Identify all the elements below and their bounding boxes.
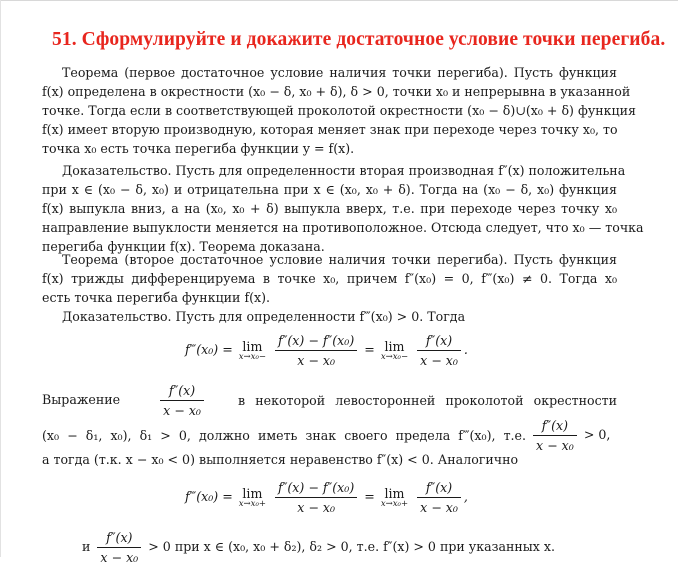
fraction-denominator: x − x₀ bbox=[420, 500, 458, 515]
formula-lhs: f‴(x₀) = bbox=[185, 489, 233, 504]
proof-1-line: направление выпуклости меняется на противоположное. Отсюда следует, что x₀ — точка bbox=[42, 220, 644, 235]
formula-end-punct: , bbox=[463, 489, 468, 504]
fraction bbox=[533, 418, 577, 453]
proof-1-line: Доказательство. Пусть для определенности вторая производная f″(x) положительна bbox=[62, 163, 626, 178]
fraction-numerator: f″(x) bbox=[417, 480, 461, 498]
expression-word: Выражение bbox=[42, 392, 121, 407]
proof-1-line: f(x) выпукла вниз, а на (x₀, x₀ + δ) выпукла вверх, т.е. при переходе через точку x₀ bbox=[42, 201, 617, 216]
limit-operator bbox=[239, 340, 266, 362]
limit-operator bbox=[381, 487, 408, 509]
final-line-text: > 0 при x ∈ (x₀, x₀ + δ₂), δ₂ > 0, т.е. f″(x) > 0 при указанных x. bbox=[148, 539, 555, 554]
proof-1-line: при x ∈ (x₀ − δ, x₀) и отрицательна при x ∈ (x₀, x₀ + δ). Тогда на (x₀ − δ, x₀) функция bbox=[42, 182, 617, 197]
theorem-1-line: точка x₀ есть точка перегиба функции y = f(x). bbox=[42, 141, 355, 156]
lim-subscript: x→x₀+ bbox=[380, 498, 409, 509]
limit-operator bbox=[381, 340, 408, 362]
theorem-2-line: есть точка перегиба функции f(x). bbox=[42, 290, 271, 305]
lim-word: lim bbox=[242, 338, 263, 354]
fraction-numerator: f″(x) − f″(x₀) bbox=[275, 333, 357, 351]
fraction-denominator: x − x₀ bbox=[297, 353, 336, 368]
expression-paragraph-line-1 bbox=[42, 383, 617, 418]
limit-operator bbox=[239, 487, 266, 509]
expression-line-2-end: > 0, bbox=[583, 427, 611, 442]
formula-right-limit bbox=[185, 480, 468, 515]
lim-word: lim bbox=[384, 485, 405, 501]
fraction bbox=[160, 383, 204, 418]
expression-paragraph-line-3: а тогда (т.к. x − x₀ < 0) выполняется неравенство f″(x) < 0. Аналогично bbox=[42, 452, 519, 467]
fraction-numerator: f″(x) bbox=[417, 333, 461, 351]
theorem-2-line: Теорема (второе достаточное условие наличия точки перегиба). Пусть функция bbox=[62, 252, 617, 267]
equals-sign: = bbox=[364, 489, 375, 504]
lim-subscript: x→x₀+ bbox=[238, 498, 267, 509]
lim-word: lim bbox=[384, 338, 405, 354]
fraction bbox=[417, 333, 461, 368]
lim-subscript: x→x₀− bbox=[238, 351, 267, 362]
final-line bbox=[82, 530, 555, 565]
page-left-border bbox=[0, 0, 1, 557]
page-title: 51. Сформулируйте и докажите достаточное условие точки перегиба. bbox=[52, 29, 666, 50]
theorem-1-line: точке. Тогда если в соответствующей проколотой окрестности (x₀ − δ)∪(x₀ + δ) функция bbox=[42, 103, 636, 118]
fraction bbox=[275, 480, 357, 515]
lim-word: lim bbox=[242, 485, 263, 501]
formula-end-punct: . bbox=[463, 342, 468, 357]
final-line-conj: и bbox=[82, 539, 91, 554]
formula-left-limit bbox=[185, 333, 468, 368]
theorem-1-line: Теорема (первое достаточное условие наличия точки перегиба). Пусть функция bbox=[62, 65, 617, 80]
fraction-denominator: x − x₀ bbox=[536, 438, 574, 453]
fraction bbox=[417, 480, 461, 515]
fraction bbox=[97, 530, 141, 565]
fraction-numerator: f″(x) bbox=[160, 383, 204, 401]
fraction-denominator: x − x₀ bbox=[163, 403, 201, 418]
theorem-1-line: f(x) имеет вторую производную, которая меняет знак при переходе через точку x₀, то bbox=[42, 122, 618, 137]
lim-subscript: x→x₀− bbox=[380, 351, 409, 362]
equals-sign: = bbox=[364, 342, 375, 357]
expression-rest: в некоторой левосторонней проколотой окрестности bbox=[238, 393, 617, 408]
fraction bbox=[275, 333, 357, 368]
expression-paragraph-line-2 bbox=[42, 418, 617, 453]
page-top-border bbox=[0, 0, 678, 1]
fraction-numerator: f″(x) bbox=[533, 418, 577, 436]
fraction-denominator: x − x₀ bbox=[297, 500, 336, 515]
proof-2-line: Доказательство. Пусть для определенности f‴(x₀) > 0. Тогда bbox=[62, 309, 466, 324]
fraction-denominator: x − x₀ bbox=[100, 550, 139, 565]
theorem-2-line: f(x) трижды дифференцируема в точке x₀, причем f″(x₀) = 0, f‴(x₀) ≠ 0. Тогда x₀ bbox=[42, 271, 617, 286]
expression-line-2-text: (x₀ − δ₁, x₀), δ₁ > 0, должно иметь знак своего предела f‴(x₀), т.е. bbox=[42, 428, 526, 443]
fraction-numerator: f″(x) − f″(x₀) bbox=[275, 480, 357, 498]
proof-1-line: перегиба функции f(x). Теорема доказана. bbox=[42, 239, 325, 254]
fraction-numerator: f″(x) bbox=[97, 530, 141, 548]
fraction-denominator: x − x₀ bbox=[420, 353, 458, 368]
theorem-1-line: f(x) определена в окрестности (x₀ − δ, x₀ + δ), δ > 0, точки x₀ и непрерывна в указанной bbox=[42, 84, 631, 99]
formula-lhs: f‴(x₀) = bbox=[185, 342, 233, 357]
